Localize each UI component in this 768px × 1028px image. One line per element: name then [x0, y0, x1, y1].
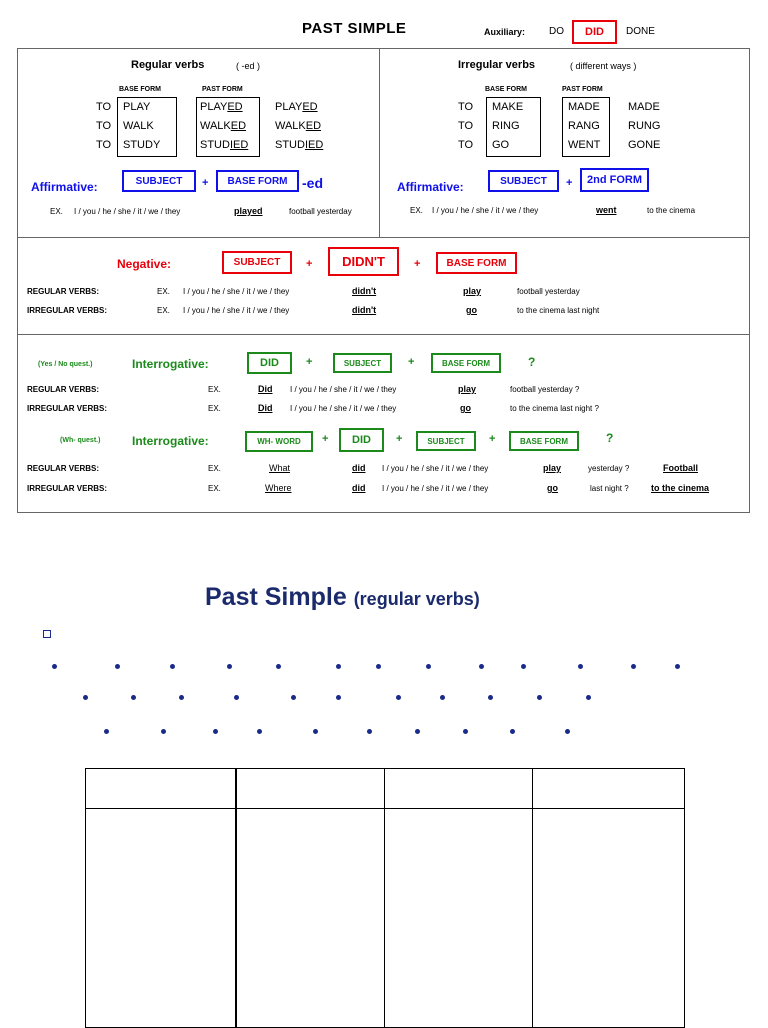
- grid-column-divider-3: [532, 769, 533, 1027]
- bullet-dot: [463, 729, 468, 734]
- negative-label: Negative:: [117, 257, 172, 271]
- regular-ex-verb: played: [234, 206, 263, 216]
- interrogative-yn-row-2-rest: to the cinema last night ?: [510, 404, 599, 413]
- negative-row-1-kind: REGULAR VERBS:: [27, 287, 100, 296]
- interrogative-yn-row-1-kind: REGULAR VERBS:: [27, 385, 100, 394]
- interrogative-yn-row-2-subjects: I / you / he / she / it / we / they: [290, 404, 397, 413]
- irregular-base-3: GO: [492, 139, 510, 151]
- bullet-dot: [376, 664, 381, 669]
- interrogative-wh-row-2-subjects: I / you / he / she / it / we / they: [382, 484, 489, 493]
- regular-to-1: TO: [96, 101, 112, 113]
- regular-past-1: PLAYED: [200, 101, 243, 113]
- bullet-dot: [234, 695, 239, 700]
- slide-title-main: Past Simple: [205, 583, 347, 611]
- bullet-dot: [257, 729, 262, 734]
- interrogative-wh-subject-box: SUBJECT: [416, 431, 476, 451]
- bullet-dot: [586, 695, 591, 700]
- interrogative-wh-base-form-box: BASE FORM: [509, 431, 579, 451]
- bullet-dot: [521, 664, 526, 669]
- regular-base-3: STUDY: [123, 139, 161, 151]
- regular-to-2: TO: [96, 120, 112, 132]
- irregular-participle-2: RUNG: [628, 120, 661, 132]
- regular-base-head: BASE FORM: [119, 86, 161, 93]
- regular-affirmative-label: Affirmative:: [31, 180, 98, 194]
- irregular-plus: +: [566, 177, 573, 189]
- regular-participle-1: PLAYED: [275, 101, 318, 113]
- irregular-title: Irregular verbs: [458, 59, 536, 71]
- interrogative-yn-base-form-box: BASE FORM: [431, 353, 501, 373]
- grid-column-divider-1: [235, 769, 237, 1027]
- interrogative-yn-row-2-verb: go: [460, 403, 471, 413]
- interrogative-wh-row-2-kind: IRREGULAR VERBS:: [27, 484, 108, 493]
- regular-ed-suffix: -ed: [302, 175, 323, 191]
- slide-title: [205, 583, 480, 612]
- bullet-dot: [537, 695, 542, 700]
- bullet-dot: [440, 695, 445, 700]
- interrogative-yn-qmark: ?: [528, 355, 536, 369]
- negative-didnt-box: DIDN'T: [328, 247, 399, 276]
- interrogative-wh-note: (Wh- quest.): [60, 437, 101, 444]
- negative-row-1-aux: didn't: [352, 286, 377, 296]
- bullet-dot: [291, 695, 296, 700]
- interrogative-wh-plus-2: +: [396, 433, 403, 445]
- regular-base-form-box: BASE FORM: [216, 170, 299, 192]
- regular-to-3: TO: [96, 139, 112, 151]
- bullet-dot: [336, 664, 341, 669]
- bullet-dot: [510, 729, 515, 734]
- interrogative-wh-row-1-rest: yesterday ?: [588, 464, 630, 473]
- bullet-dot: [488, 695, 493, 700]
- bullet-dot: [631, 664, 636, 669]
- interrogative-wh-label: Interrogative:: [132, 434, 209, 448]
- aux-do: DO: [549, 26, 564, 37]
- interrogative-wh-row-2-wh: Where: [265, 483, 292, 493]
- irregular-ex-rest: to the cinema: [647, 206, 696, 215]
- auxiliary-label: Auxiliary:: [484, 27, 526, 37]
- regular-past-3: STUDIED: [200, 139, 249, 151]
- negative-row-2-subjects: I / you / he / she / it / we / they: [183, 306, 290, 315]
- irregular-base-1: MAKE: [492, 101, 524, 113]
- interrogative-yn-row-2-kind: IRREGULAR VERBS:: [27, 404, 108, 413]
- regular-title-note: ( -ed ): [236, 61, 261, 71]
- bullet-dot: [313, 729, 318, 734]
- bullet-dot: [104, 729, 109, 734]
- interrogative-yn-note: (Yes / No quest.): [38, 361, 93, 368]
- bullet-dot: [161, 729, 166, 734]
- interrogative-wh-row-1-wh: What: [269, 463, 291, 473]
- interrogative-wh-plus-1: +: [322, 433, 329, 445]
- interrogative-wh-word-box: WH- WORD: [245, 431, 313, 452]
- negative-base-form-box: BASE FORM: [436, 252, 517, 274]
- interrogative-wh-row-1-answer: Football: [663, 463, 698, 473]
- regular-title: Regular verbs: [131, 59, 205, 71]
- irregular-participle-3: GONE: [628, 139, 661, 151]
- negative-subject-box: SUBJECT: [222, 251, 292, 274]
- bullet-dot: [276, 664, 281, 669]
- negative-row-1-ex: EX.: [157, 287, 170, 296]
- interrogative-wh-row-1-verb: play: [543, 463, 562, 473]
- interrogative-wh-row-1-aux: did: [352, 463, 366, 473]
- negative-plus-1: +: [306, 258, 313, 270]
- irregular-past-head: PAST FORM: [562, 86, 603, 93]
- interrogative-yn-subject-box: SUBJECT: [333, 353, 392, 373]
- irregular-to-3: TO: [458, 139, 474, 151]
- interrogative-yn-row-1-ex: EX.: [208, 385, 221, 394]
- irregular-to-1: TO: [458, 101, 474, 113]
- bullet-dot: [52, 664, 57, 669]
- bullet-dot: [179, 695, 184, 700]
- interrogative-wh-plus-3: +: [489, 433, 496, 445]
- interrogative-yn-row-2-ex: EX.: [208, 404, 221, 413]
- bullet-dot: [170, 664, 175, 669]
- irregular-ex-subjects: I / you / he / she / it / we / they: [432, 206, 539, 215]
- interrogative-yn-row-1-verb: play: [458, 384, 477, 394]
- interrogative-wh-did-box: DID: [339, 428, 384, 452]
- interrogative-wh-row-2-answer: to the cinema: [651, 483, 710, 493]
- interrogative-wh-row-1-kind: REGULAR VERBS:: [27, 464, 100, 473]
- regular-ex-rest: football yesterday: [289, 207, 352, 216]
- regular-past-head: PAST FORM: [202, 86, 243, 93]
- interrogative-wh-qmark: ?: [606, 431, 614, 445]
- regular-ex-label: EX.: [50, 207, 63, 216]
- interrogative-wh-row-2-aux: did: [352, 483, 366, 493]
- negative-row-2-verb: go: [466, 305, 477, 315]
- interrogative-yn-did-box: DID: [247, 352, 292, 374]
- irregular-base-2: RING: [492, 120, 520, 132]
- regular-plus: +: [202, 177, 209, 189]
- row-divider-2: [18, 334, 749, 335]
- negative-row-2-rest: to the cinema last night: [517, 306, 600, 315]
- irregular-ex-verb: went: [596, 205, 617, 215]
- irregular-ex-label: EX.: [410, 206, 423, 215]
- bullet-dot: [565, 729, 570, 734]
- row-divider-1: [18, 237, 749, 238]
- interrogative-wh-row-2-rest: last night ?: [590, 484, 629, 493]
- interrogative-yn-label: Interrogative:: [132, 357, 209, 371]
- regular-base-2: WALK: [123, 120, 154, 132]
- irregular-to-2: TO: [458, 120, 474, 132]
- bullet-dot: [479, 664, 484, 669]
- interrogative-yn-row-1-aux: Did: [258, 384, 273, 394]
- aux-done: DONE: [626, 26, 655, 37]
- negative-row-1-rest: football yesterday: [517, 287, 580, 296]
- bullet-dot: [213, 729, 218, 734]
- worksheet-grid: [85, 768, 685, 1028]
- bullet-dot: [115, 664, 120, 669]
- grid-column-divider-2: [384, 769, 385, 1027]
- grid-header-divider: [86, 808, 684, 809]
- irregular-subject-box: SUBJECT: [488, 170, 559, 192]
- bullet-dot: [131, 695, 136, 700]
- bullet-square-icon: [43, 630, 51, 638]
- negative-row-1-subjects: I / you / he / she / it / we / they: [183, 287, 290, 296]
- regular-participle-3: STUDIED: [275, 139, 324, 151]
- irregular-title-note: ( different ways ): [570, 61, 637, 71]
- bullet-dot: [415, 729, 420, 734]
- regular-base-1: PLAY: [123, 101, 151, 113]
- interrogative-yn-plus-2: +: [408, 356, 415, 368]
- interrogative-yn-row-1-rest: football yesterday ?: [510, 385, 580, 394]
- negative-row-1-verb: play: [463, 286, 482, 296]
- irregular-base-head: BASE FORM: [485, 86, 527, 93]
- irregular-past-1: MADE: [568, 101, 600, 113]
- interrogative-yn-row-1-subjects: I / you / he / she / it / we / they: [290, 385, 397, 394]
- regular-ex-subjects: I / you / he / she / it / we / they: [74, 207, 181, 216]
- negative-plus-2: +: [414, 258, 421, 270]
- interrogative-wh-row-1-ex: EX.: [208, 464, 221, 473]
- bullet-dot: [336, 695, 341, 700]
- page-title: PAST SIMPLE: [302, 20, 407, 37]
- interrogative-wh-row-2-ex: EX.: [208, 484, 221, 493]
- irregular-second-form-box: 2nd FORM: [580, 168, 649, 192]
- bullet-dot: [396, 695, 401, 700]
- interrogative-wh-row-1-subjects: I / you / he / she / it / we / they: [382, 464, 489, 473]
- irregular-participle-1: MADE: [628, 101, 660, 113]
- bullet-dot: [675, 664, 680, 669]
- slide-subtitle: (regular verbs): [353, 589, 480, 609]
- top-divider: [379, 49, 380, 237]
- aux-did-box: DID: [572, 20, 617, 44]
- bullet-dot: [367, 729, 372, 734]
- negative-row-2-kind: IRREGULAR VERBS:: [27, 306, 108, 315]
- irregular-past-3: WENT: [568, 139, 601, 151]
- irregular-past-2: RANG: [568, 120, 600, 132]
- regular-participle-2: WALKED: [275, 120, 322, 132]
- negative-row-2-aux: didn't: [352, 305, 377, 315]
- interrogative-yn-plus-1: +: [306, 356, 313, 368]
- bullet-dot: [426, 664, 431, 669]
- interrogative-yn-row-2-aux: Did: [258, 403, 273, 413]
- regular-past-2: WALKED: [200, 120, 247, 132]
- interrogative-wh-row-2-verb: go: [547, 483, 558, 493]
- regular-subject-box: SUBJECT: [122, 170, 196, 192]
- bullet-dot: [83, 695, 88, 700]
- irregular-affirmative-label: Affirmative:: [397, 180, 464, 194]
- bullet-dot: [578, 664, 583, 669]
- negative-row-2-ex: EX.: [157, 306, 170, 315]
- bullet-dot: [227, 664, 232, 669]
